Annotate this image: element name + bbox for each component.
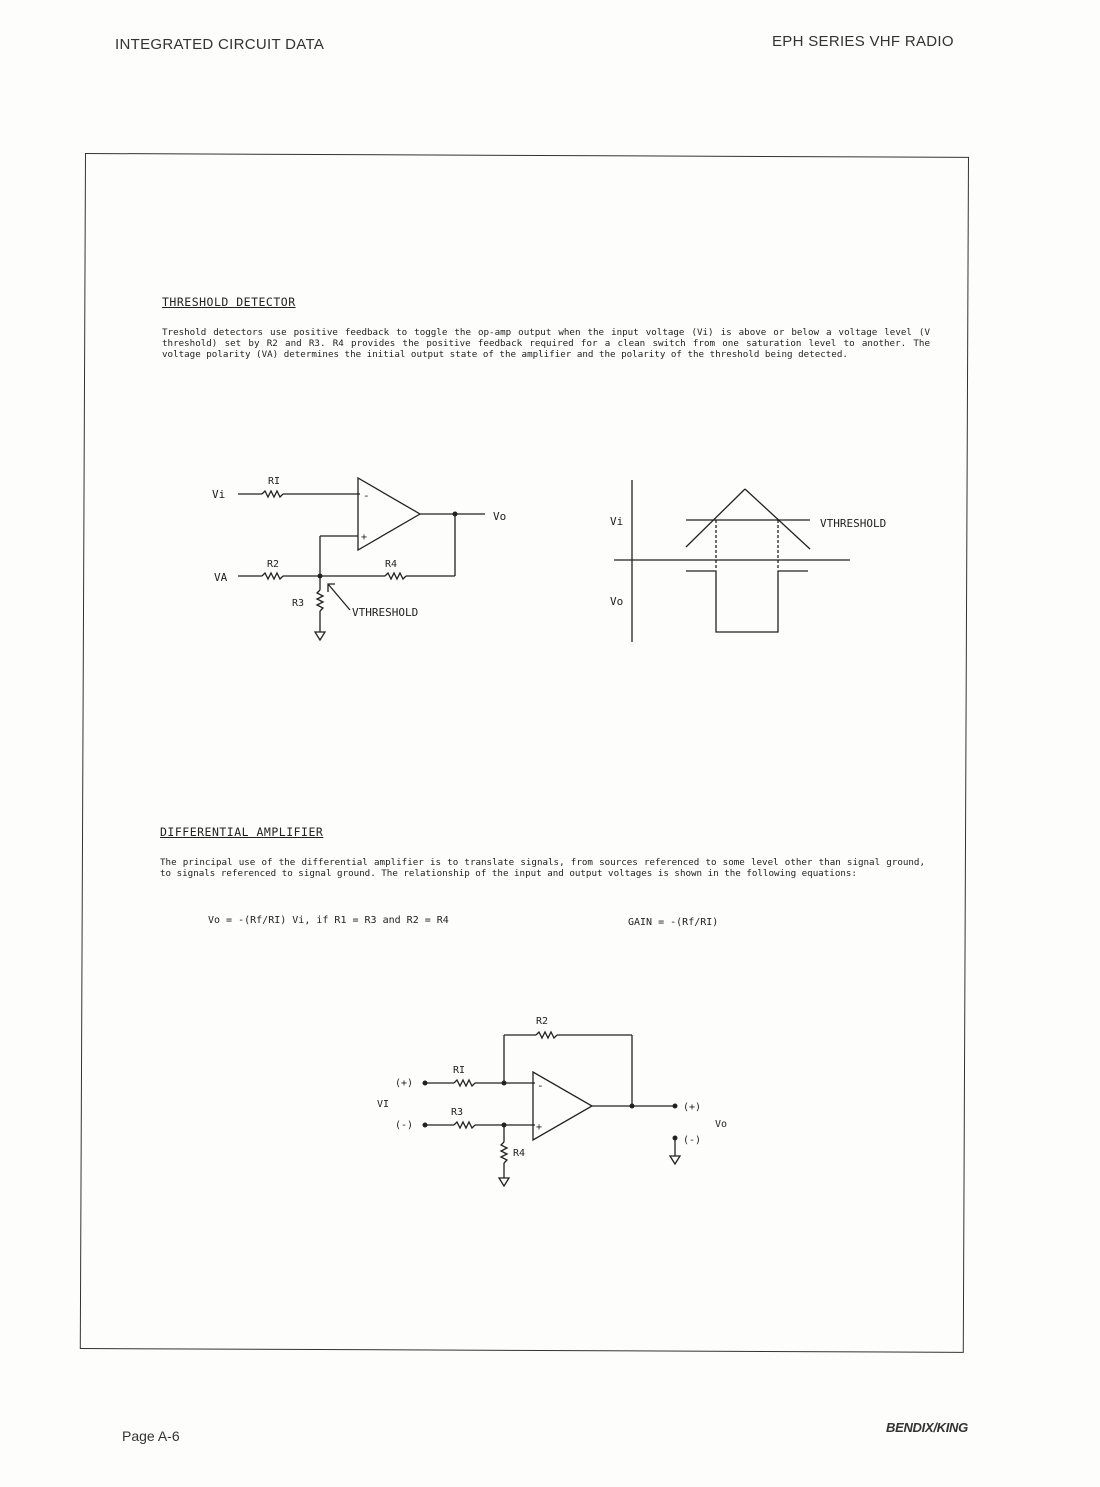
opamp-minus-label: -	[363, 489, 370, 502]
diff-minus-output-label: (-)	[683, 1135, 702, 1146]
schematic-r2-label: R2	[267, 559, 280, 570]
differential-amplifier-paragraph: The principal use of the differential amplifier is to translate signals, from sources referenced to some level other than signal ground, to signals referenced to signal ground. The relationship of the input and output voltages is shown in the following equations:	[160, 857, 925, 879]
diff-plus-output-label: (+)	[683, 1102, 702, 1113]
diff-r1-label: RI	[453, 1065, 466, 1076]
diff-r4-label: R4	[513, 1148, 526, 1159]
diff-plus-input-label: (+)	[395, 1078, 414, 1089]
schematic-r3-label: R3	[292, 598, 305, 609]
differential-amplifier-schematic	[370, 1010, 750, 1200]
schematic-r4-label: R4	[385, 559, 398, 570]
brand-footer: BENDIX/KING	[886, 1420, 968, 1435]
header-right: EPH SERIES VHF RADIO	[772, 33, 954, 50]
waveform-vo-label: Vo	[610, 595, 624, 608]
threshold-detector-schematic	[200, 460, 530, 660]
schematic-vo-label: Vo	[493, 510, 507, 523]
diff-minus-input-label: (-)	[395, 1120, 414, 1131]
opamp-plus-label: +	[361, 532, 368, 543]
page-number: Page A-6	[122, 1428, 180, 1444]
gain-equation: GAIN = -(Rf/RI)	[628, 917, 719, 928]
differential-amplifier-title: DIFFERENTIAL AMPLIFIER	[160, 825, 324, 839]
vo-equation: Vo = -(Rf/RI) Vi, if R1 = R3 and R2 = R4	[208, 915, 449, 926]
diff-opamp-plus-label: +	[536, 1122, 543, 1133]
diff-r2-label: R2	[536, 1016, 549, 1027]
schematic-vthreshold-label: VTHRESHOLD	[352, 606, 419, 619]
header-left: INTEGRATED CIRCUIT DATA	[115, 36, 325, 53]
waveform-vthreshold-label: VTHRESHOLD	[820, 517, 887, 530]
diff-vo-label: Vo	[715, 1119, 728, 1130]
schematic-vi-label: Vi	[212, 488, 226, 501]
waveform-vi-label: Vi	[610, 515, 624, 528]
schematic-va-label: VA	[214, 571, 228, 584]
diff-r3-label: R3	[451, 1107, 464, 1118]
threshold-waveform-diagram	[600, 475, 930, 650]
diff-vi-label: VI	[377, 1099, 390, 1110]
diff-opamp-minus-label: -	[537, 1079, 544, 1092]
schematic-r1-label: RI	[268, 476, 281, 487]
threshold-detector-title: THRESHOLD DETECTOR	[162, 295, 296, 309]
threshold-detector-paragraph: Treshold detectors use positive feedback to toggle the op-amp output when the input voltage (Vi) is above or below a voltage level (V threshold) set by R2 and R3. R4 provides the positive feedback required for a clean switch from one saturation level to another. The voltage polarity (VA) determines the initial output state of the amplifier and the polarity of the threshold being detected.	[162, 327, 930, 360]
